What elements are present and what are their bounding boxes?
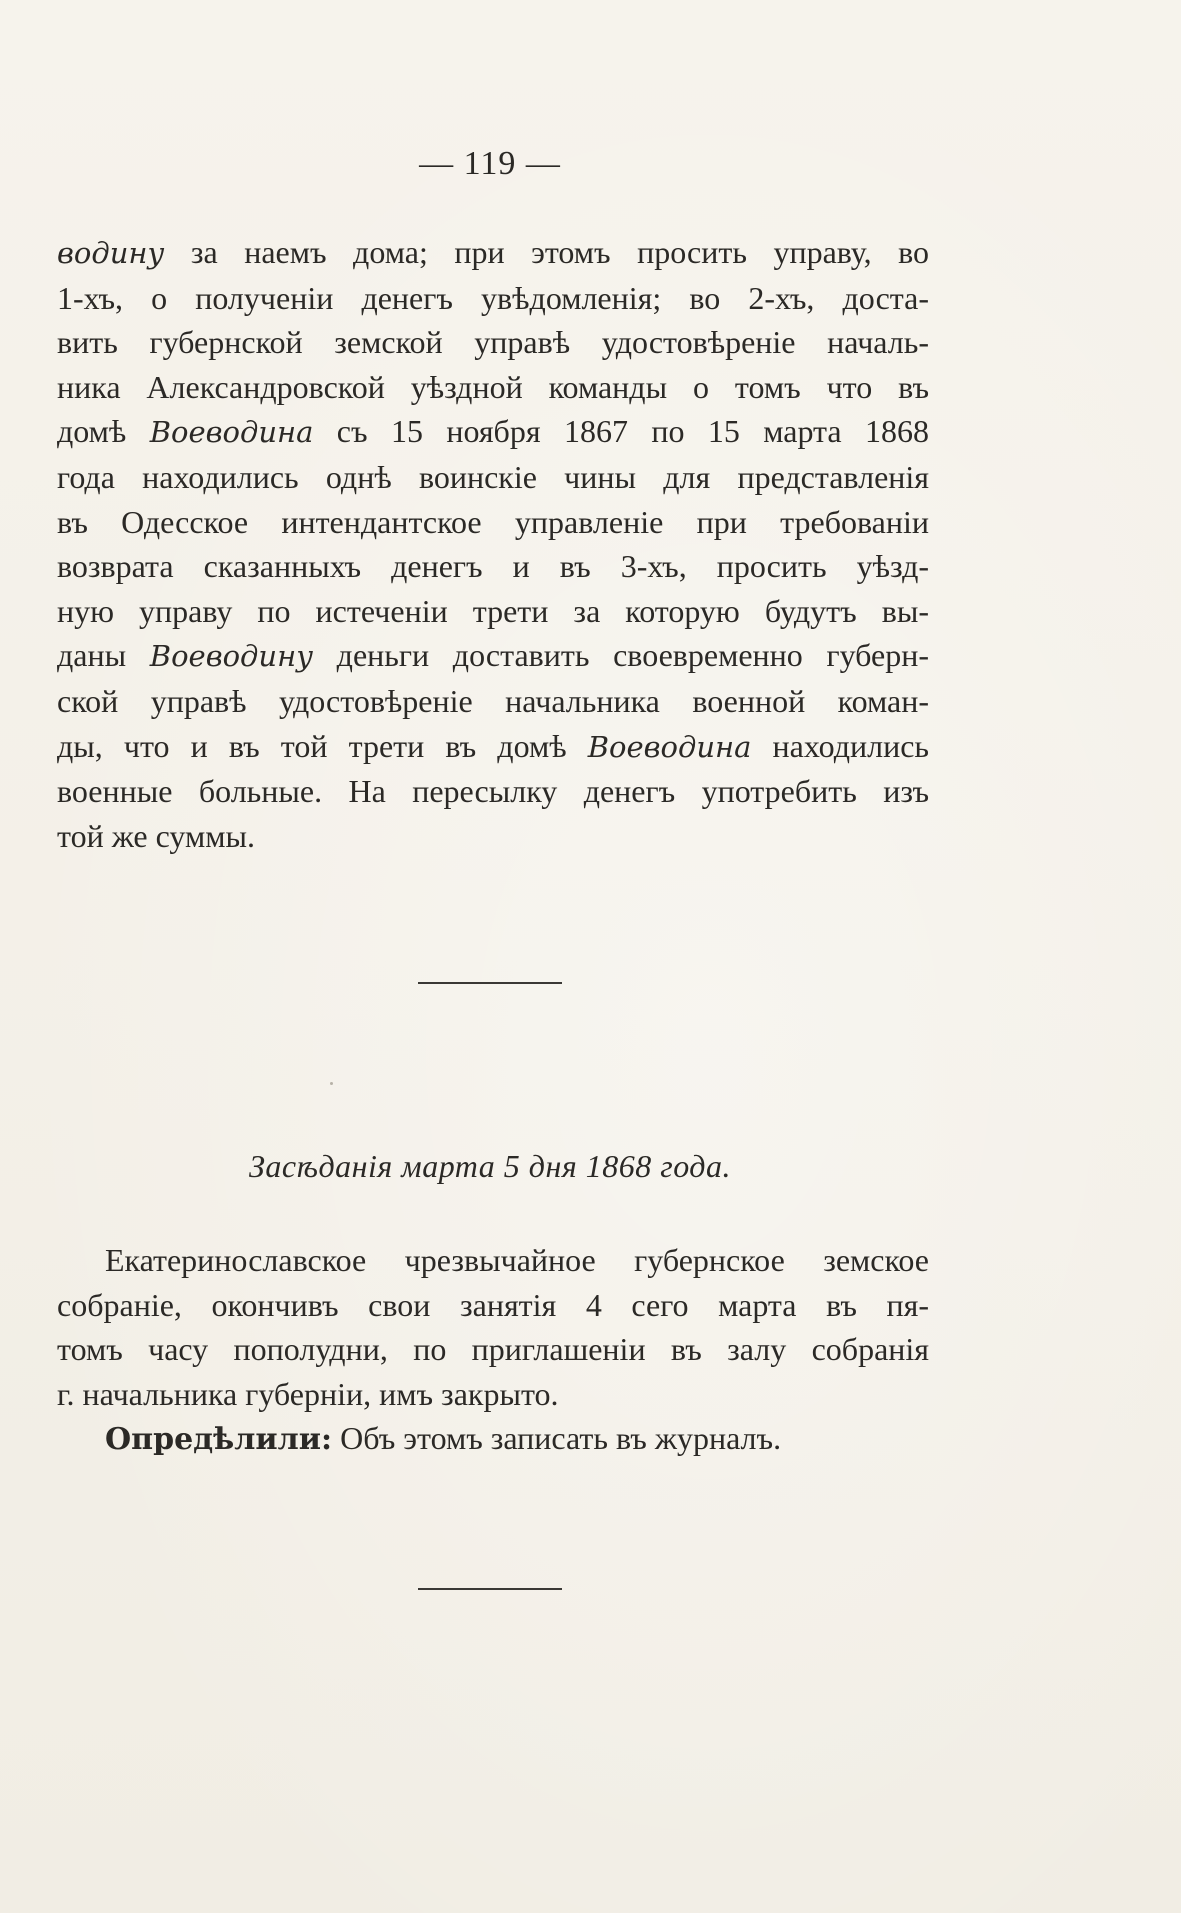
line-text: 1-хъ, о полученіи денегъ увѣдомленія; во 2-хъ, доста-: [57, 279, 929, 316]
text-line: [57, 724, 929, 770]
italic-name: Воеводину: [149, 639, 314, 674]
line-text: даны: [57, 637, 150, 674]
line-text: въ Одесское интендантское управленіе при требованіи: [57, 503, 929, 540]
line-text: ную управу по истеченіи трети за которую будутъ вы-: [57, 592, 929, 629]
paragraph-voevodin: [57, 230, 929, 858]
line-text: ды, что и въ той трети въ домѣ: [57, 727, 588, 764]
closing-line: собраніе, окончивъ свои занятія 4 сего марта въ пя-: [57, 1286, 929, 1323]
section-divider-top: [418, 982, 562, 984]
session-heading: Засѣданія марта 5 дня 1868 года.: [249, 1148, 731, 1184]
line-text: ника Александровской уѣздной команды о томъ что въ: [57, 368, 929, 405]
line-text: домѣ: [57, 413, 150, 450]
text-line: [57, 633, 929, 679]
text-line: [57, 276, 929, 321]
page-number: — 119 —: [419, 145, 561, 182]
resolution-text: Объ этомъ записать въ журналъ.: [332, 1420, 782, 1457]
line-text: года находились однѣ воинскіе чины для представленія: [57, 458, 929, 495]
text-line: [57, 679, 929, 724]
resolution-line: [57, 1416, 929, 1463]
text-line: [57, 814, 929, 859]
line-text: съ 15 ноября 1867 по 15 марта 1868: [313, 413, 930, 450]
closing-line: Екатеринославское чрезвычайное губернское земское: [105, 1242, 929, 1278]
text-line: [57, 320, 929, 365]
text-line: [57, 500, 929, 545]
italic-name: Воеводина: [587, 729, 752, 764]
line-text: ской управѣ удостовѣреніе начальника военной коман-: [57, 682, 929, 719]
italic-name: Воеводина: [149, 415, 314, 450]
line-text: находились: [751, 727, 930, 764]
text-line: [57, 230, 929, 276]
line-text: вить губернской земской управѣ удостовѣреніе началь-: [57, 324, 929, 361]
line-text: той же суммы.: [57, 817, 255, 854]
text-line: [57, 409, 929, 455]
resolution-label: Опредѣлили:: [105, 1422, 333, 1458]
section-divider-bottom: [418, 1588, 562, 1590]
line-text: деньги доставить своевременно губерн-: [313, 637, 930, 674]
text-line: [57, 589, 929, 634]
paper-speck: [330, 1082, 333, 1085]
line-text: военные больные. На пересылку денегъ употребить изъ: [57, 773, 929, 810]
line-text: за наемъ дома; при этомъ просить управу, во: [164, 234, 929, 270]
closing-line: томъ часу пополудни, по приглашеніи въ залу собранія: [57, 1331, 929, 1368]
text-line: [57, 544, 929, 589]
closing-line: г. начальника губерніи, имъ закрыто.: [57, 1375, 559, 1412]
paragraph-closing: [57, 1238, 929, 1463]
text-line: [57, 769, 929, 814]
text-line: [57, 455, 929, 500]
line-text: возврата сказанныхъ денегъ и въ 3-хъ, просить уѣзд-: [57, 548, 929, 585]
italic-name: водину: [57, 236, 165, 270]
text-line: [57, 365, 929, 410]
